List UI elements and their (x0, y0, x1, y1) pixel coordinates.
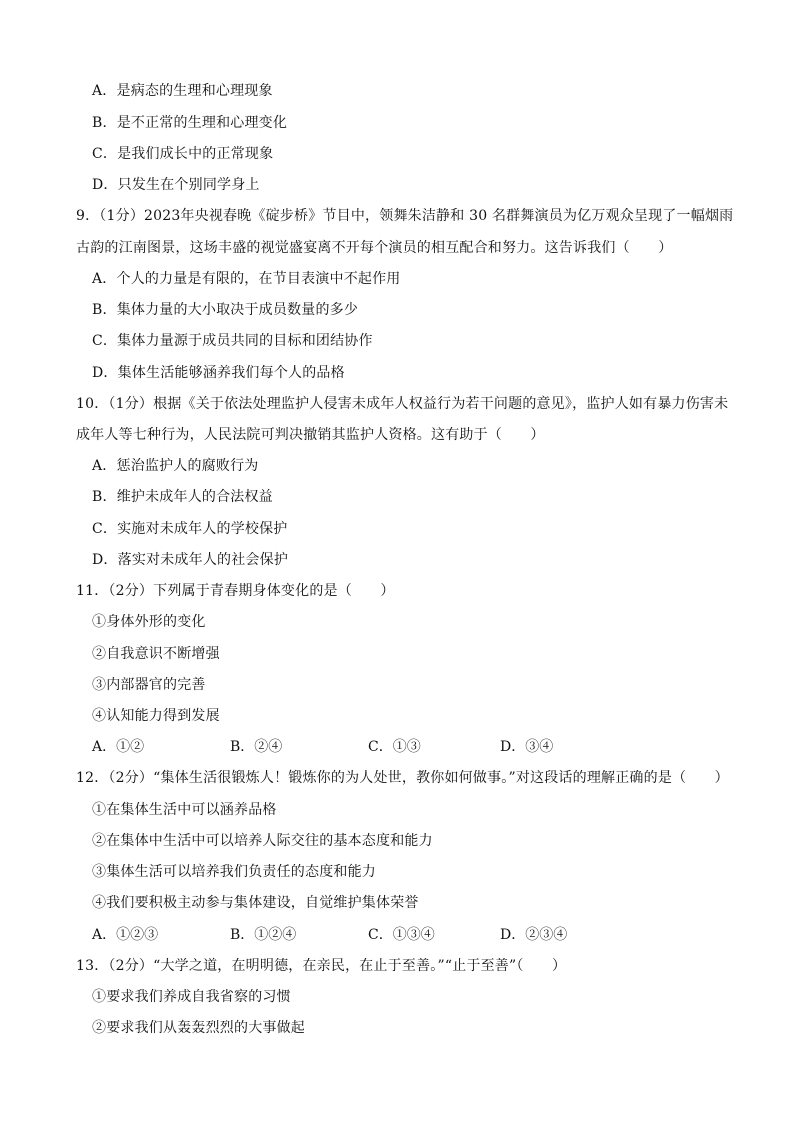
q8-option-c: C．是我们成长中的正常现象 (92, 146, 274, 162)
q9-option-b: B．集体力量的大小取决于成员数量的多少 (92, 302, 359, 318)
q12-choice-b: B．①②④ (230, 927, 297, 943)
q10-option-b: B．维护未成年人的合法权益 (92, 489, 273, 505)
q10-option-a: A．惩治监护人的腐败行为 (92, 458, 259, 474)
q11-item-3: ③内部器官的完善 (92, 677, 206, 693)
q9-option-c: C．集体力量源于成员共同的目标和团结协作 (92, 333, 373, 349)
q11-choice-a: A．①② (92, 739, 145, 755)
q10-stem-line2: 成年人等七种行为，人民法院可判决撤销其监护人资格。这有助于（ ） (76, 427, 545, 443)
q12-item-3: ③集体生活可以培养我们负责任的态度和能力 (92, 864, 376, 880)
q9-option-a: A．个人的力量是有限的，在节目表演中不起作用 (92, 271, 401, 287)
q12-item-1: ①在集体生活中可以涵养品格 (92, 802, 277, 818)
q12-choice-c: C．①③④ (368, 927, 435, 943)
q13-stem: 13．（2分）“大学之道，在明明德，在亲民，在止于至善。”“止于至善”（ ） (76, 958, 567, 974)
q13-item-2: ②要求我们从轰轰烈烈的大事做起 (92, 1020, 305, 1036)
q11-stem: 11．（2分）下列属于青春期身体变化的是（ ） (76, 583, 395, 599)
q11-choice-d: D．③④ (500, 739, 554, 755)
q8-option-d: D．只发生在个别同学身上 (92, 177, 260, 193)
q10-option-d: D．落实对未成年人的社会保护 (92, 552, 289, 568)
q11-item-1: ①身体外形的变化 (92, 614, 206, 630)
q8-option-a: A．是病态的生理和心理现象 (92, 83, 273, 99)
q11-choice-c: C．①③ (368, 739, 421, 755)
q12-stem: 12．（2分）“集体生活很锻炼人！锻炼你的为人处世，教你如何做事。”对这段话的理解正确的是（ ） (76, 770, 729, 786)
q12-choice-d: D．②③④ (500, 927, 568, 943)
q12-item-4: ④我们要积极主动参与集体建设，自觉维护集体荣誉 (92, 895, 419, 911)
q9-stem-line1: 9．（1分）2023年央视春晚《碇步桥》节目中，领舞朱洁静和 30 名群舞演员为亿万观众呈现了一幅烟雨 (76, 208, 734, 224)
q13-item-1: ①要求我们养成自我省察的习惯 (92, 989, 291, 1005)
q11-item-2: ②自我意识不断增强 (92, 646, 220, 662)
q8-option-b: B．是不正常的生理和心理变化 (92, 115, 288, 131)
q10-stem-line1: 10．（1分）根据《关于依法处理监护人侵害未成年人权益行为若干问题的意见》，监护人如有暴力伤害未 (76, 396, 729, 412)
q12-item-2: ②在集体中生活中可以培养人际交往的基本态度和能力 (92, 833, 433, 849)
q11-choice-b: B．②④ (230, 739, 283, 755)
q10-option-c: C．实施对未成年人的学校保护 (92, 521, 288, 537)
q9-stem-line2: 古韵的江南图景，这场丰盛的视觉盛宴离不开每个演员的相互配合和努力。这告诉我们（ ） (76, 240, 673, 256)
q9-option-d: D．集体生活能够涵养我们每个人的品格 (92, 365, 345, 381)
q11-item-4: ④认知能力得到发展 (92, 708, 220, 724)
q12-choice-a: A．①②③ (92, 927, 159, 943)
